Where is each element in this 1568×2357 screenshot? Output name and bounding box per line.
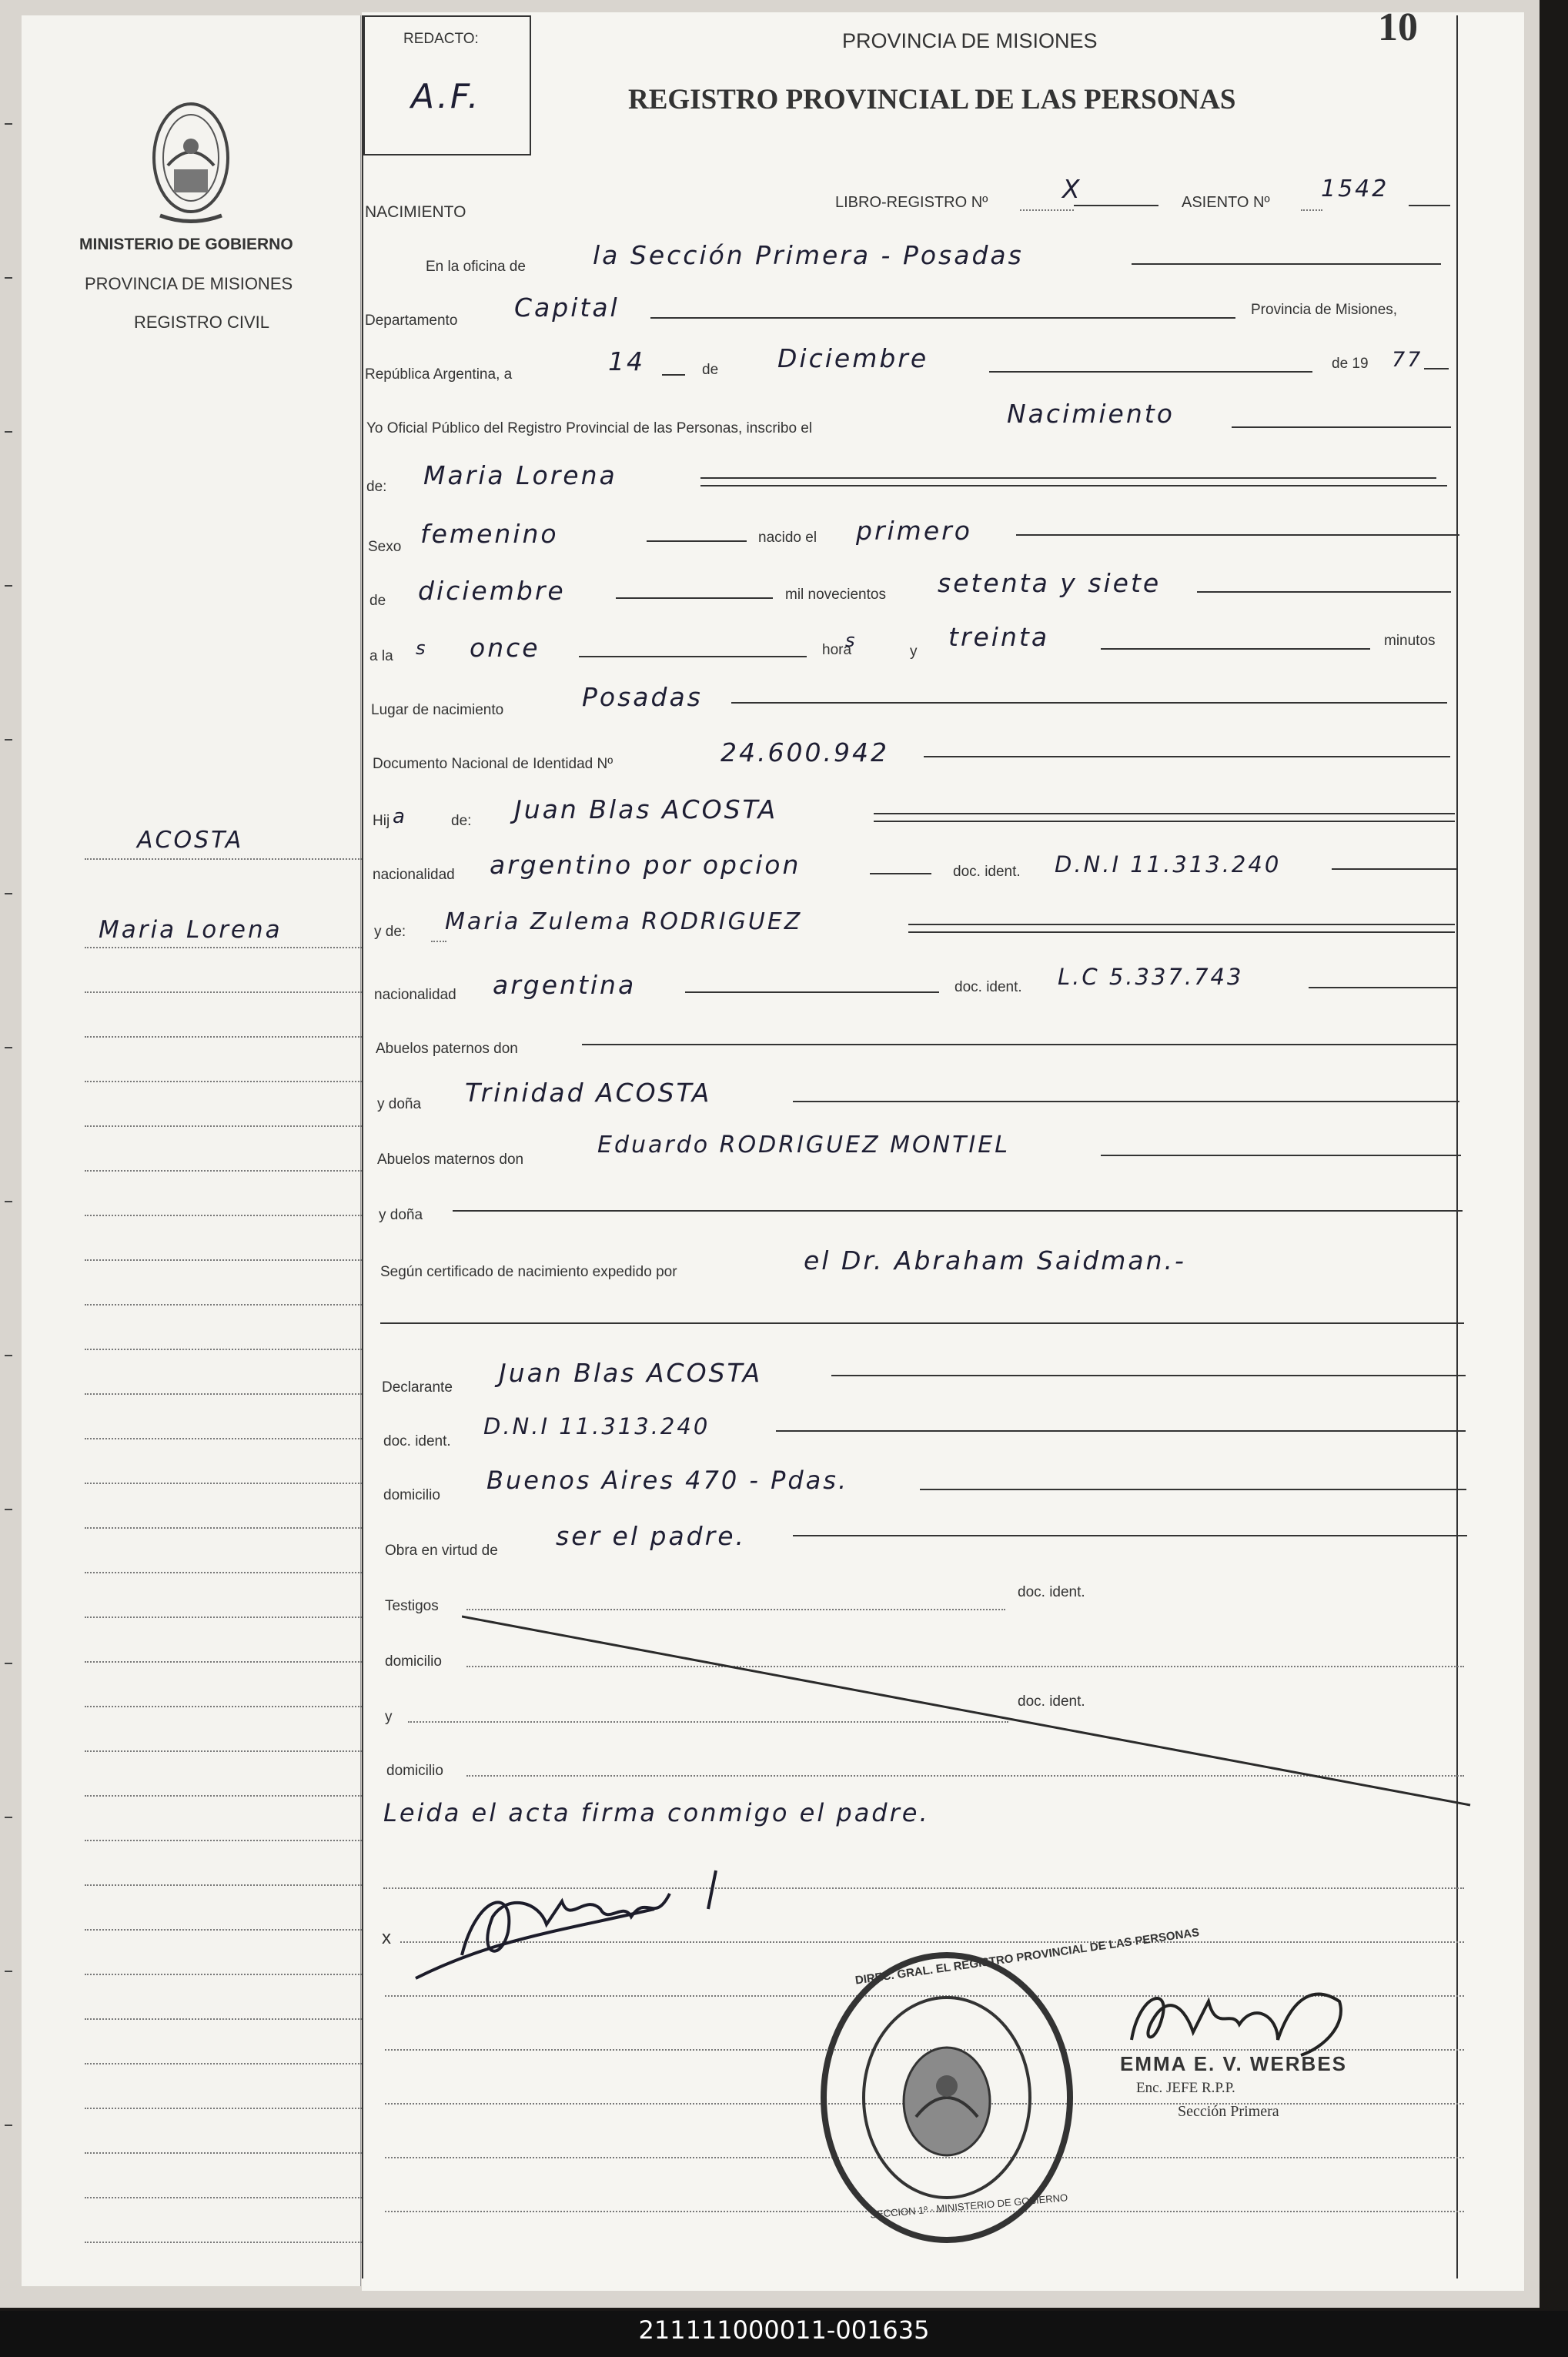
official-name: EMMA E. V. WERBES	[1120, 2052, 1348, 2075]
nacido-value: primero	[856, 516, 972, 546]
section-label: NACIMIENTO	[365, 203, 466, 221]
official-section: Sección Primera	[1178, 2103, 1279, 2120]
libro-label: LIBRO-REGISTRO Nº	[835, 194, 988, 211]
abuelo-mat-value: Eduardo RODRIGUEZ MONTIEL	[597, 1132, 1010, 1158]
horas-suffix: s	[845, 630, 858, 651]
oficina-label: En la oficina de	[426, 259, 526, 275]
horas-label: hora	[822, 642, 852, 658]
hora-value: once	[470, 633, 540, 663]
margin-given-names: Maria Lorena	[99, 916, 283, 944]
mil-label: mil novecientos	[785, 587, 886, 603]
dia-value: 14	[608, 346, 645, 376]
alas-label: a la	[369, 648, 393, 664]
certificado-value: el Dr. Abraham Saidman.-	[804, 1245, 1186, 1275]
anio-value: 77	[1392, 348, 1423, 372]
inscribo-value: Nacimiento	[1007, 399, 1175, 429]
dni-label: Documento Nacional de Identidad Nº	[373, 756, 613, 772]
de-nombre-label: de:	[366, 479, 387, 495]
asiento-label: ASIENTO Nº	[1182, 194, 1270, 211]
document-id: 211111000011-001635	[638, 2315, 930, 2345]
obra-value: ser el padre.	[556, 1521, 746, 1551]
hija-de-label: de:	[451, 813, 472, 829]
dni-value: 24.600.942	[720, 737, 889, 767]
mes-value: Diciembre	[777, 343, 929, 373]
provincial-seal-icon	[145, 92, 237, 231]
stamp-outer-text: DIREC. GRAL. EL REGISTRO PROVINCIAL DE LAS PERSONAS	[854, 1925, 1201, 1988]
republica-label: República Argentina, a	[365, 366, 513, 383]
registry-label: REGISTRO CIVIL	[134, 313, 270, 332]
certificado-label: Según certificado de nacimiento expedido por	[380, 1264, 677, 1280]
leida-statement: Leida el acta firma conmigo el padre.	[383, 1798, 930, 1827]
oficina-value: la Sección Primera - Posadas	[593, 240, 1024, 270]
minutos-label: minutos	[1384, 633, 1436, 649]
nac-padre-value: argentino por opcion	[490, 850, 801, 880]
redacto-label: REDACTO:	[403, 31, 479, 47]
testigo2-domicilio-label: domicilio	[386, 1763, 443, 1779]
testigo1-doc-label: doc. ident.	[1018, 1584, 1085, 1600]
sexo-value: femenino	[420, 519, 559, 549]
margin-surname: ACOSTA	[137, 827, 244, 854]
nacionalidad-madre-label: nacionalidad	[374, 987, 456, 1003]
anio-nac-value: setenta y siete	[938, 568, 1162, 598]
page-title: REGISTRO PROVINCIAL DE LAS PERSONAS	[628, 84, 1236, 115]
declarante-value: Juan Blas ACOSTA	[499, 1358, 763, 1388]
stamp-inner-text: SECCION 1º · MINISTERIO DE GOBIERNO	[869, 2192, 1068, 2221]
domicilio-value: Buenos Aires 470 - Pdas.	[486, 1466, 849, 1495]
doc-madre-value: L.C 5.337.743	[1058, 964, 1244, 990]
de-mes-label: de	[369, 593, 386, 609]
sexo-label: Sexo	[368, 539, 402, 555]
yde-label: y de:	[374, 924, 406, 940]
ministry-label: MINISTERIO DE GOBIERNO	[79, 236, 293, 253]
mes-nac-value: diciembre	[418, 576, 566, 606]
madre-value: Maria Zulema RODRIGUEZ	[445, 908, 803, 935]
official-role: Enc. JEFE R.P.P.	[1136, 2080, 1235, 2096]
anio-label: de 19	[1332, 356, 1369, 372]
hija-suffix: a	[393, 805, 407, 828]
province-label: PROVINCIA DE MISIONES	[85, 274, 293, 293]
page-number: 10	[1378, 5, 1418, 49]
doc-declarante-value: D.N.I 11.313.240	[483, 1413, 710, 1439]
left-margin-page	[22, 15, 361, 2286]
dona-pat-label: y doña	[377, 1096, 422, 1112]
de-label: de	[702, 362, 719, 378]
nac-madre-value: argentina	[493, 970, 637, 1000]
header-province: PROVINCIA DE MISIONES	[842, 29, 1098, 52]
nombre-value: Maria Lorena	[423, 460, 617, 490]
minutos-value: treinta	[948, 622, 1050, 652]
page-edge	[0, 0, 18, 2308]
departamento-value: Capital	[514, 293, 620, 323]
testigo2-label: y	[385, 1709, 393, 1725]
abuelos-pat-label: Abuelos paternos don	[376, 1041, 518, 1057]
abuelos-mat-label: Abuelos maternos don	[377, 1152, 524, 1168]
abuela-pat-value: Trinidad ACOSTA	[465, 1078, 712, 1108]
asiento-value: 1542	[1321, 176, 1389, 202]
nacionalidad-padre-label: nacionalidad	[373, 867, 455, 883]
alas-suffix: s	[416, 637, 428, 659]
yo-oficial-label: Yo Oficial Público del Registro Provincial de las Personas, inscribo el	[366, 420, 813, 436]
doc-padre-value: D.N.I 11.313.240	[1055, 851, 1282, 878]
libro-value: X	[1062, 174, 1082, 204]
testigo1-domicilio-label: domicilio	[385, 1653, 442, 1670]
declarant-signature-icon	[400, 1847, 754, 1986]
redacto-value: A.F.	[411, 77, 481, 116]
void-strike-line	[462, 1609, 1478, 1809]
dona-mat-label: y doña	[379, 1207, 423, 1223]
domicilio-label: domicilio	[383, 1487, 440, 1503]
redacto-box	[363, 15, 531, 155]
doc-declarante-label: doc. ident.	[383, 1433, 451, 1449]
declarante-label: Declarante	[382, 1379, 453, 1396]
testigo2-doc-label: doc. ident.	[1018, 1693, 1085, 1710]
nacido-label: nacido el	[758, 530, 817, 546]
provincia-label: Provincia de Misiones,	[1251, 302, 1398, 318]
lugar-value: Posadas	[582, 682, 703, 712]
doc-madre-label: doc. ident.	[955, 979, 1022, 995]
doc-padre-label: doc. ident.	[953, 864, 1021, 880]
signature-x-label: x	[382, 1927, 391, 1948]
departamento-label: Departamento	[365, 313, 458, 329]
y-minutos-label: y	[910, 644, 918, 660]
obra-label: Obra en virtud de	[385, 1543, 498, 1559]
hija-label: Hij	[373, 813, 390, 829]
testigos-label: Testigos	[385, 1598, 439, 1614]
lugar-label: Lugar de nacimiento	[371, 702, 504, 718]
padre-value: Juan Blas ACOSTA	[514, 794, 778, 824]
